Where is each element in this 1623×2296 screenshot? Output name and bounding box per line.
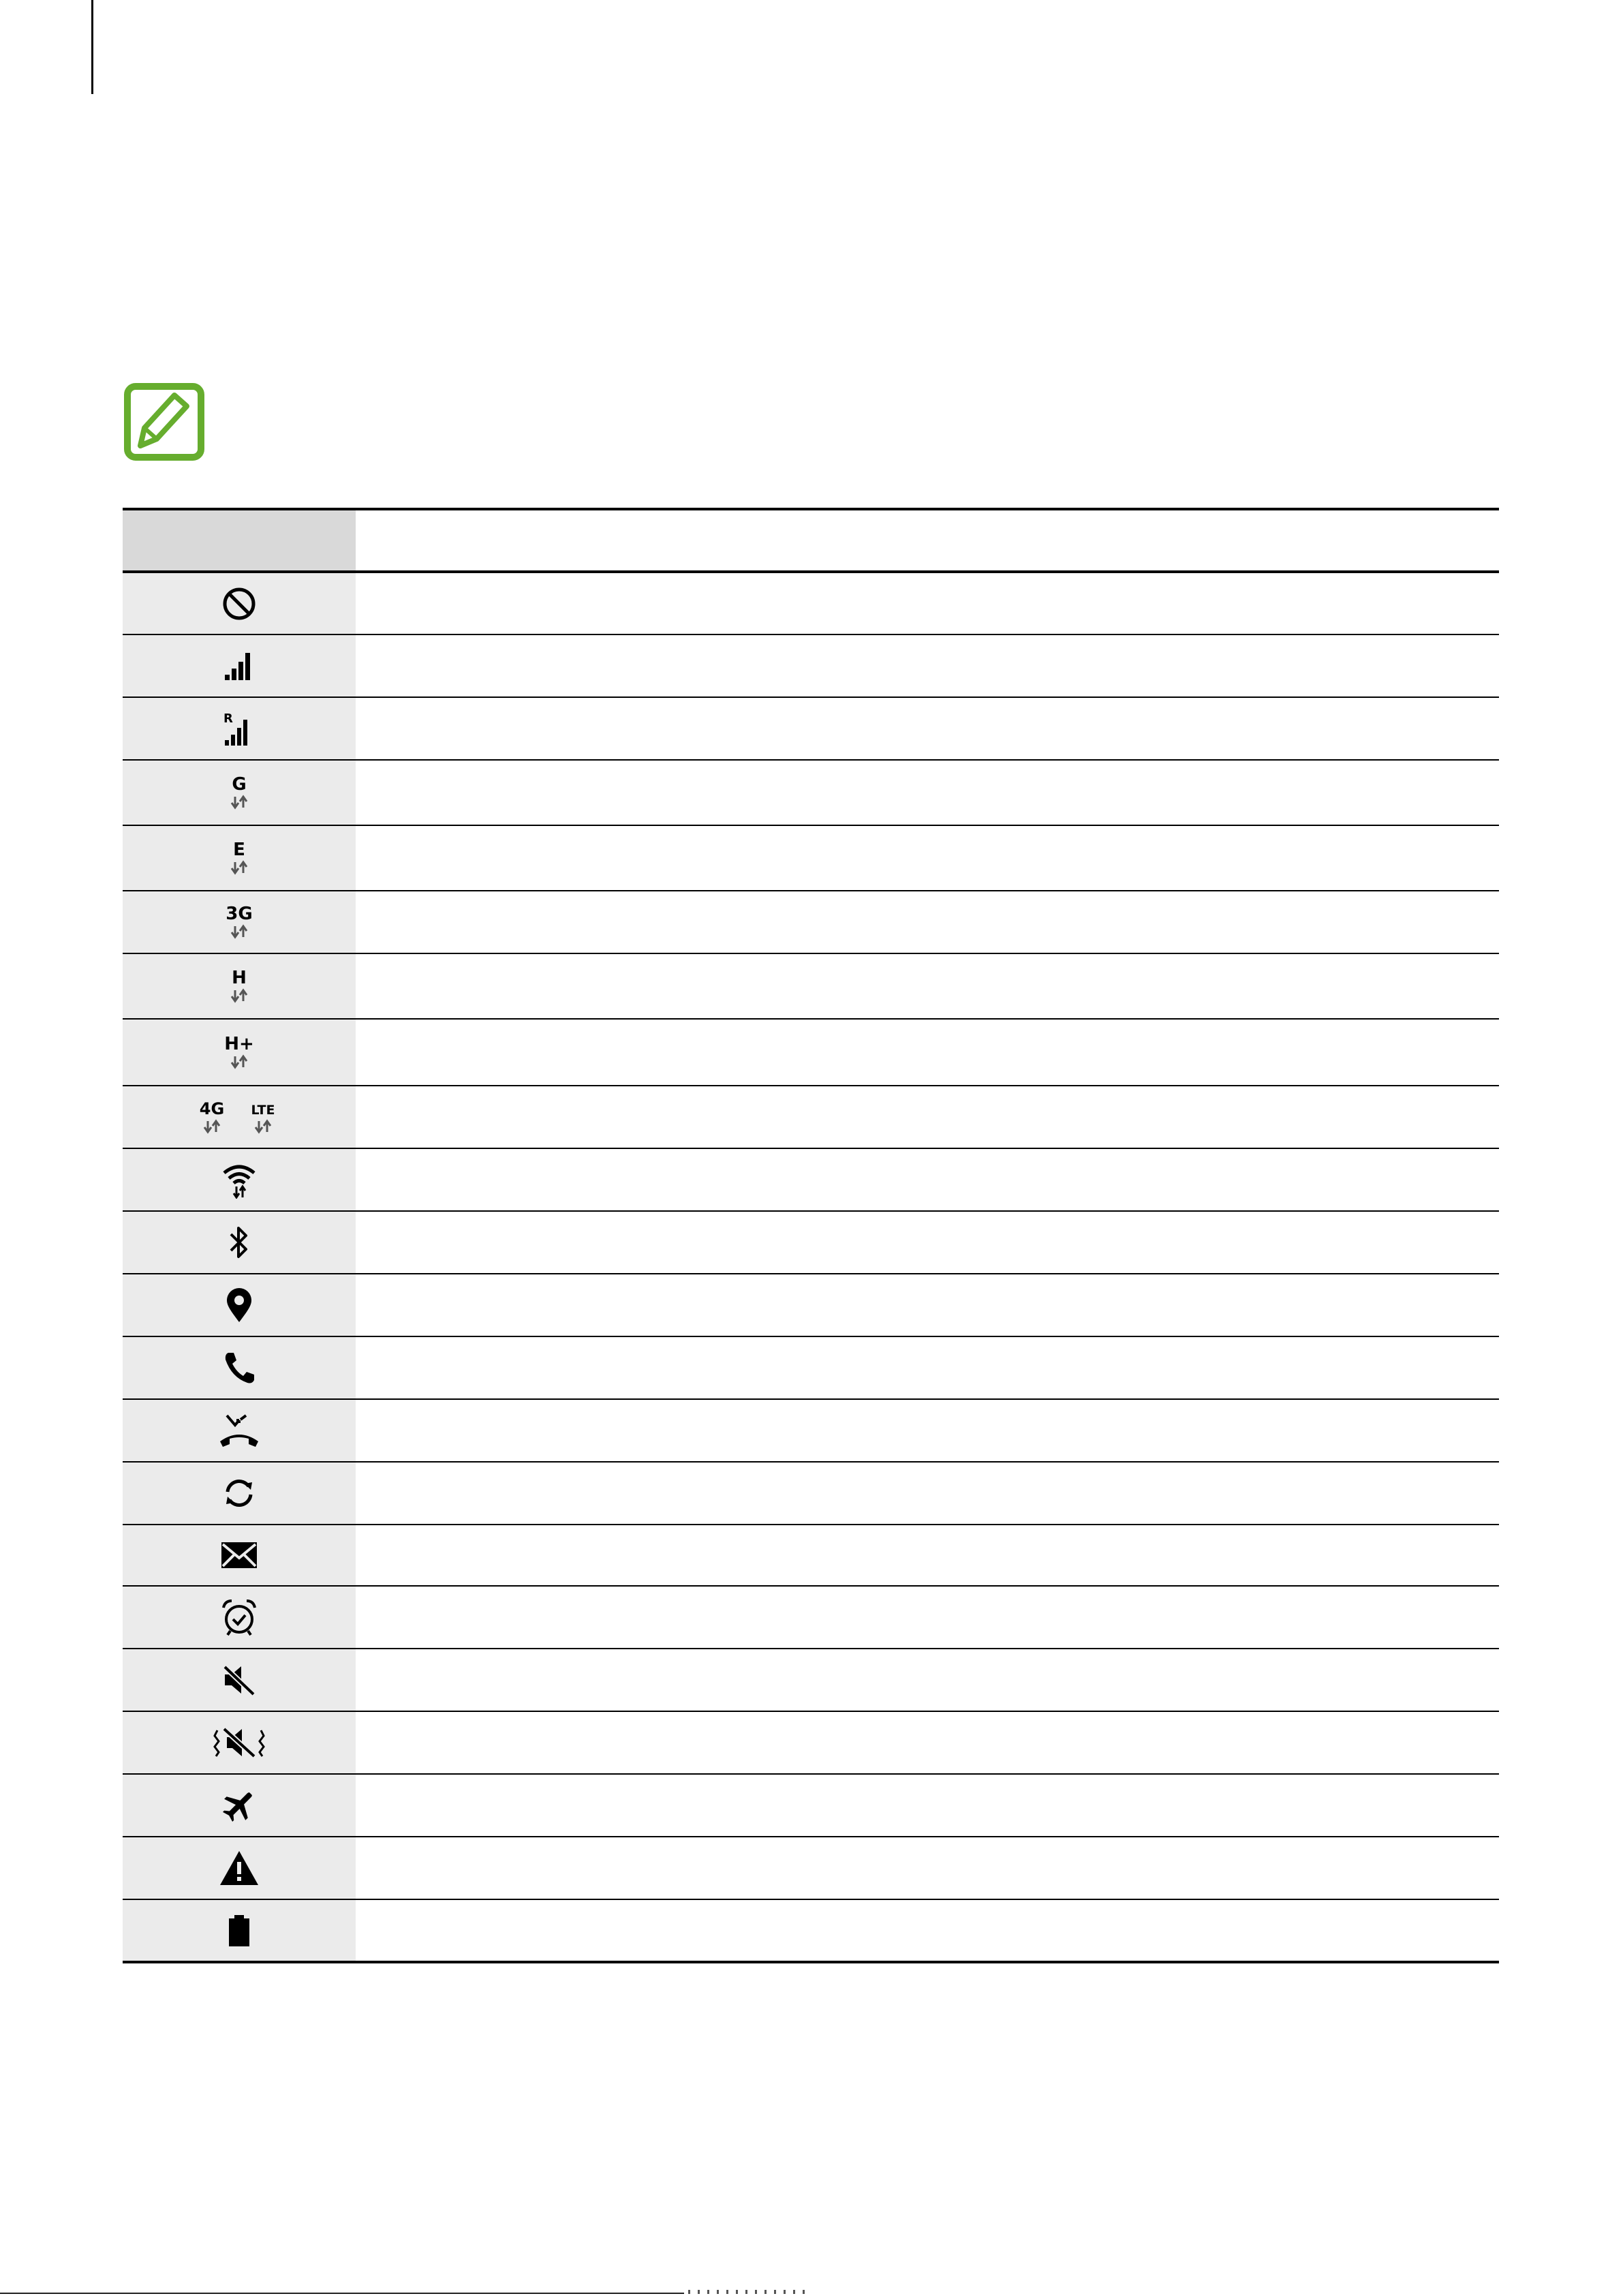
icon-cell <box>123 1899 356 1962</box>
icon-cell <box>123 891 356 953</box>
umts-3g-icon <box>219 903 260 941</box>
description-cell <box>356 1211 1499 1274</box>
description-cell <box>356 825 1499 891</box>
footer-rule <box>0 2293 684 2294</box>
icon-cell <box>123 1211 356 1274</box>
table-row <box>123 697 1499 760</box>
airplane-mode-icon <box>221 1788 257 1823</box>
table-header-row <box>123 509 1499 572</box>
icon-cell <box>123 1525 356 1586</box>
icon-cell <box>123 1274 356 1336</box>
warning-icon <box>219 1850 260 1886</box>
network-label: G <box>232 774 247 795</box>
status-icons-table <box>123 508 1499 1963</box>
icon-cell <box>123 1462 356 1525</box>
header-icon-column <box>123 509 356 572</box>
table-row <box>123 1211 1499 1274</box>
call-icon <box>222 1350 256 1386</box>
table-row <box>123 1086 1499 1148</box>
network-label-4g: 4G <box>199 1099 225 1118</box>
pencil-note-icon <box>124 383 204 461</box>
description-cell <box>356 760 1499 825</box>
description-cell <box>356 1525 1499 1586</box>
roaming-icon <box>222 710 256 747</box>
icon-cell <box>123 1086 356 1148</box>
network-label: 3G <box>226 904 253 924</box>
icon-cell <box>123 1586 356 1649</box>
icon-cell <box>123 572 356 634</box>
table-row <box>123 634 1499 697</box>
icon-cell <box>123 825 356 891</box>
missed-call-icon <box>217 1411 261 1450</box>
description-cell <box>356 1148 1499 1211</box>
table-row <box>123 760 1499 825</box>
page-corner-line <box>91 0 93 94</box>
signal-strength-icon <box>223 650 255 682</box>
description-cell <box>356 697 1499 760</box>
table-row <box>123 1336 1499 1399</box>
table-row <box>123 1837 1499 1899</box>
icon-cell <box>123 634 356 697</box>
icon-cell <box>123 953 356 1019</box>
description-cell <box>356 1274 1499 1336</box>
table-row <box>123 1148 1499 1211</box>
description-cell <box>356 1586 1499 1649</box>
sync-icon <box>221 1475 258 1511</box>
table-row <box>123 1462 1499 1525</box>
edge-icon <box>219 839 260 877</box>
network-label-lte: LTE <box>251 1103 275 1118</box>
description-cell <box>356 1019 1499 1086</box>
description-cell <box>356 572 1499 634</box>
description-cell <box>356 1336 1499 1399</box>
table-row <box>123 1399 1499 1462</box>
alarm-icon <box>221 1598 258 1636</box>
network-label: H <box>232 968 247 988</box>
icon-cell <box>123 1774 356 1837</box>
network-label: H+ <box>224 1034 254 1054</box>
icon-cell <box>123 1837 356 1899</box>
wifi-icon <box>221 1161 258 1199</box>
description-cell <box>356 1774 1499 1837</box>
message-icon <box>220 1541 258 1570</box>
table-row <box>123 1274 1499 1336</box>
gprs-icon <box>219 774 260 812</box>
icon-cell <box>123 1399 356 1462</box>
roaming-label: R <box>223 711 233 726</box>
header-meaning-column <box>356 509 1499 572</box>
icon-cell <box>123 1711 356 1774</box>
table-row <box>123 1899 1499 1962</box>
description-cell <box>356 1649 1499 1711</box>
vibrate-icon <box>212 1725 266 1760</box>
location-icon <box>224 1287 254 1323</box>
battery-icon <box>227 1914 251 1948</box>
icon-cell <box>123 1148 356 1211</box>
table-row <box>123 891 1499 953</box>
icon-cell <box>123 1649 356 1711</box>
description-cell <box>356 1899 1499 1962</box>
hsdpa-icon <box>219 967 260 1005</box>
hspa-plus-icon <box>219 1033 260 1071</box>
icon-cell <box>123 1336 356 1399</box>
table-row <box>123 1649 1499 1711</box>
description-cell <box>356 1462 1499 1525</box>
description-cell <box>356 953 1499 1019</box>
description-cell <box>356 1837 1499 1899</box>
description-cell <box>356 1086 1499 1148</box>
no-signal-icon <box>221 586 257 622</box>
table-row <box>123 825 1499 891</box>
mute-icon <box>221 1663 258 1697</box>
description-cell <box>356 634 1499 697</box>
table-row <box>123 1019 1499 1086</box>
description-cell <box>356 1399 1499 1462</box>
table-row <box>123 953 1499 1019</box>
table-row <box>123 1711 1499 1774</box>
table-row <box>123 572 1499 634</box>
footer-marks <box>688 2290 811 2294</box>
description-cell <box>356 1711 1499 1774</box>
description-cell <box>356 891 1499 953</box>
table-row <box>123 1525 1499 1586</box>
lte-icon <box>191 1098 287 1136</box>
table-row <box>123 1586 1499 1649</box>
bluetooth-icon <box>226 1224 253 1261</box>
icon-cell <box>123 697 356 760</box>
icon-cell <box>123 1019 356 1086</box>
table-row <box>123 1774 1499 1837</box>
network-label: E <box>233 840 245 860</box>
icon-cell <box>123 760 356 825</box>
